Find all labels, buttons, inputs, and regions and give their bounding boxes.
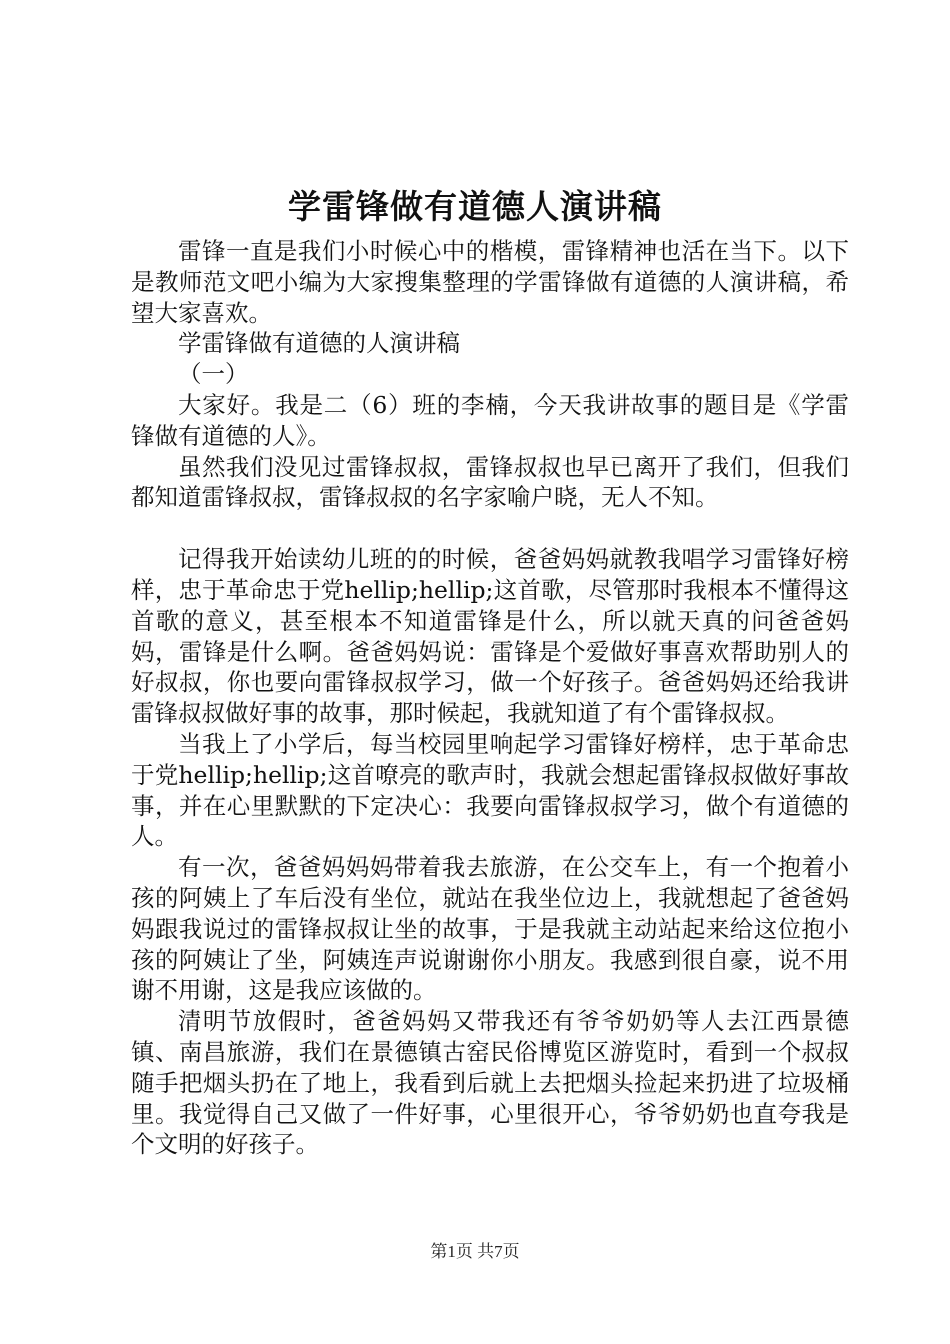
page-footer: 第1页 共7页 [430, 1242, 520, 1261]
document-body [131, 236, 849, 1160]
paragraph-greeting: 大家好。我是二（6）班的李楠，今天我讲故事的题目是《学雷锋做有道德的人》。 [131, 390, 849, 450]
paragraph-section-number: （一） [178, 360, 249, 389]
paragraph-primary-school: 当我上了小学后，每当校园里响起学习雷锋好榜样，忠于革命忠于党hellip;hellip;这首嘹亮的歌声时，我就会想起雷锋叔叔做好事故事，并在心里默默的下定决心：我要向雷锋叔叔学习，做个有道德的人。 [131, 729, 849, 851]
paragraph-about-leifeng: 虽然我们没见过雷锋叔叔，雷锋叔叔也早已离开了我们，但我们都知道雷锋叔叔，雷锋叔叔的名字家喻户晓，无人不知。 [131, 452, 849, 512]
paragraph-kindergarten-memory: 记得我开始读幼儿班的的时候，爸爸妈妈就教我唱学习雷锋好榜样，忠于革命忠于党hellip;hellip;这首歌，尽管那时我根本不懂得这首歌的意义，甚至根本不知道雷锋是什么，所以就天真的问爸爸妈妈，雷锋是什么啊。爸爸妈妈说：雷锋是个爱做好事喜欢帮助别人的好叔叔，你也要向雷锋叔叔学习，做一个好孩子。爸爸妈妈还给我讲雷锋叔叔做好事的故事，那时候起，我就知道了有个雷锋叔叔。 [131, 545, 849, 728]
paragraph-subtitle: 学雷锋做有道德的人演讲稿 [178, 329, 460, 358]
paragraph-intro: 雷锋一直是我们小时候心中的楷模，雷锋精神也活在当下。以下是教师范文吧小编为大家搜集整理的学雷锋做有道德的人演讲稿，希望大家喜欢。 [131, 237, 849, 327]
paragraph-qingming-story: 清明节放假时，爸爸妈妈又带我还有爷爷奶奶等人去江西景德镇、南昌旅游，我们在景德镇古窑民俗博览区游览时，看到一个叔叔随手把烟头扔在了地上，我看到后就上去把烟头捡起来扔进了垃圾桶里。我觉得自己又做了一件好事，心里很开心，爷爷奶奶也直夸我是个文明的好孩子。 [131, 1007, 849, 1159]
document-title: 学雷锋做有道德人演讲稿 [288, 187, 662, 226]
paragraph-bus-story: 有一次，爸爸妈妈妈带着我去旅游，在公交车上，有一个抱着小孩的阿姨上了车后没有坐位，就站在我坐位边上，我就想起了爸爸妈妈跟我说过的雷锋叔叔让坐的故事，于是我就主动站起来给这位抱小孩的阿姨让了坐，阿姨连声说谢谢你小朋友。我感到很自豪，说不用谢不用谢，这是我应该做的。 [131, 853, 849, 1005]
